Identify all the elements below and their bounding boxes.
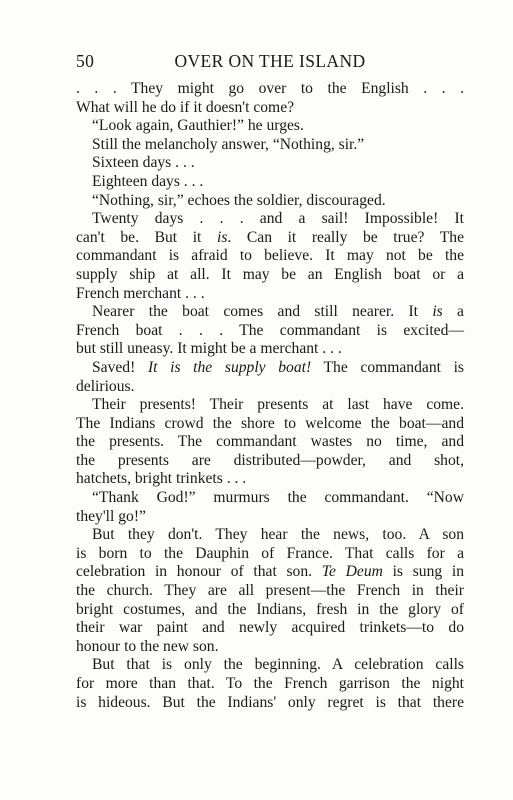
italic-text: is [432, 303, 443, 321]
text-line [76, 340, 464, 359]
text-run: is sung in [382, 563, 465, 581]
text-line [76, 675, 464, 694]
running-title: OVER ON THE ISLAND [174, 51, 366, 71]
text-run: supply ship at all. It may be an English boat or a [76, 265, 464, 283]
text-line [76, 396, 464, 415]
text-run: bright costumes, and the Indians, fresh in the glory of [76, 600, 464, 618]
text-line [76, 619, 464, 638]
text-line [76, 545, 464, 564]
text-line [76, 80, 464, 99]
paragraph [76, 526, 464, 656]
paragraph [76, 117, 464, 136]
text-line [76, 266, 464, 285]
text-run: French boat . . . The commandant is excited— [76, 321, 464, 339]
text-run: Their presents! Their presents at last have come. [92, 396, 464, 414]
text-run: their war paint and newly acquired trinkets—to do [76, 619, 464, 637]
text-line [76, 210, 464, 229]
paragraph [76, 656, 464, 712]
text-run: “Thank God!” murmurs the commandant. “Now [92, 489, 464, 507]
text-line [76, 247, 464, 266]
text-line [76, 601, 464, 620]
text-line [76, 563, 464, 582]
text-line [76, 470, 464, 489]
paragraph [76, 80, 464, 117]
page-header [76, 51, 464, 75]
paragraph [76, 396, 464, 489]
text-line [76, 452, 464, 471]
text-line [76, 415, 464, 434]
text-line [76, 192, 464, 211]
text-run: The commandant is [311, 358, 465, 376]
text-run: hatchets, bright trinkets . . . [76, 470, 247, 488]
text-line [76, 526, 464, 545]
text-run: The Indians crowd the shore to welcome the boat—and [76, 414, 464, 432]
text-line [76, 173, 464, 192]
text-run: . Can it really be true? The [227, 228, 464, 246]
text-line [76, 656, 464, 675]
paragraph [76, 136, 464, 155]
text-run: the presents. The commandant wastes no time, and [76, 433, 464, 451]
paragraph [76, 154, 464, 173]
paragraph [76, 303, 464, 359]
italic-text: Te Deum [321, 563, 383, 581]
text-run: But that is only the beginning. A celebration calls [92, 656, 464, 674]
text-line [76, 489, 464, 508]
text-line [76, 303, 464, 322]
text-run: they'll go!” [76, 507, 146, 525]
text-run: What will he do if it doesn't come? [76, 98, 295, 116]
text-run: a [442, 303, 464, 321]
paragraph [76, 192, 464, 211]
text-run: celebration in honour of that son. [76, 563, 322, 581]
text-run: honour to the new son. [76, 637, 219, 655]
text-run: . . . They might go over to the English . . . [76, 80, 464, 97]
text-run: Saved! [92, 358, 148, 376]
text-run: is hideous. But the Indians' only regret is that there [76, 693, 464, 711]
italic-text: It is the supply boat! [147, 358, 312, 376]
text-line [76, 638, 464, 657]
text-run: Still the melancholy answer, “Nothing, sir.” [92, 135, 365, 153]
text-run: can't be. But it [76, 228, 217, 246]
text-line [76, 285, 464, 304]
paragraph [76, 210, 464, 303]
text-run: Sixteen days . . . [92, 154, 195, 172]
text-run: “Nothing, sir,” echoes the soldier, discouraged. [92, 191, 386, 209]
text-line [76, 378, 464, 397]
text-line [76, 117, 464, 136]
text-line [76, 508, 464, 527]
text-run: delirious. [76, 377, 135, 395]
text-run: is born to the Dauphin of France. That calls for a [76, 544, 464, 562]
text-run: but still uneasy. It might be a merchant . . . [76, 340, 342, 358]
text-line [76, 359, 464, 378]
text-line [76, 154, 464, 173]
paragraph [76, 359, 464, 396]
text-line [76, 433, 464, 452]
text-run: “Look again, Gauthier!” he urges. [92, 117, 304, 135]
text-run: commandant is afraid to believe. It may not be the [76, 247, 464, 265]
page-number: 50 [76, 51, 95, 71]
paragraph [76, 489, 464, 526]
text-run: the presents are distributed—powder, and shot, [76, 451, 464, 469]
text-run: for more than that. To the French garrison the night [76, 675, 464, 692]
text-run: the church. They are all present—the French in their [76, 582, 464, 600]
text-line [76, 99, 464, 118]
text-run: Nearer the boat comes and still nearer. It [92, 303, 433, 321]
text-line [76, 694, 464, 713]
body-text [76, 80, 464, 712]
text-run: Eighteen days . . . [92, 172, 204, 190]
text-run: French merchant . . . [76, 284, 205, 302]
paragraph [76, 173, 464, 192]
text-run: Twenty days . . . and a sail! Impossible! It [92, 210, 464, 228]
italic-text: is [216, 228, 228, 246]
text-line [76, 582, 464, 601]
text-line [76, 136, 464, 155]
text-line [76, 229, 464, 248]
text-run: But they don't. They hear the news, too. A son [92, 526, 464, 544]
text-line [76, 322, 464, 341]
